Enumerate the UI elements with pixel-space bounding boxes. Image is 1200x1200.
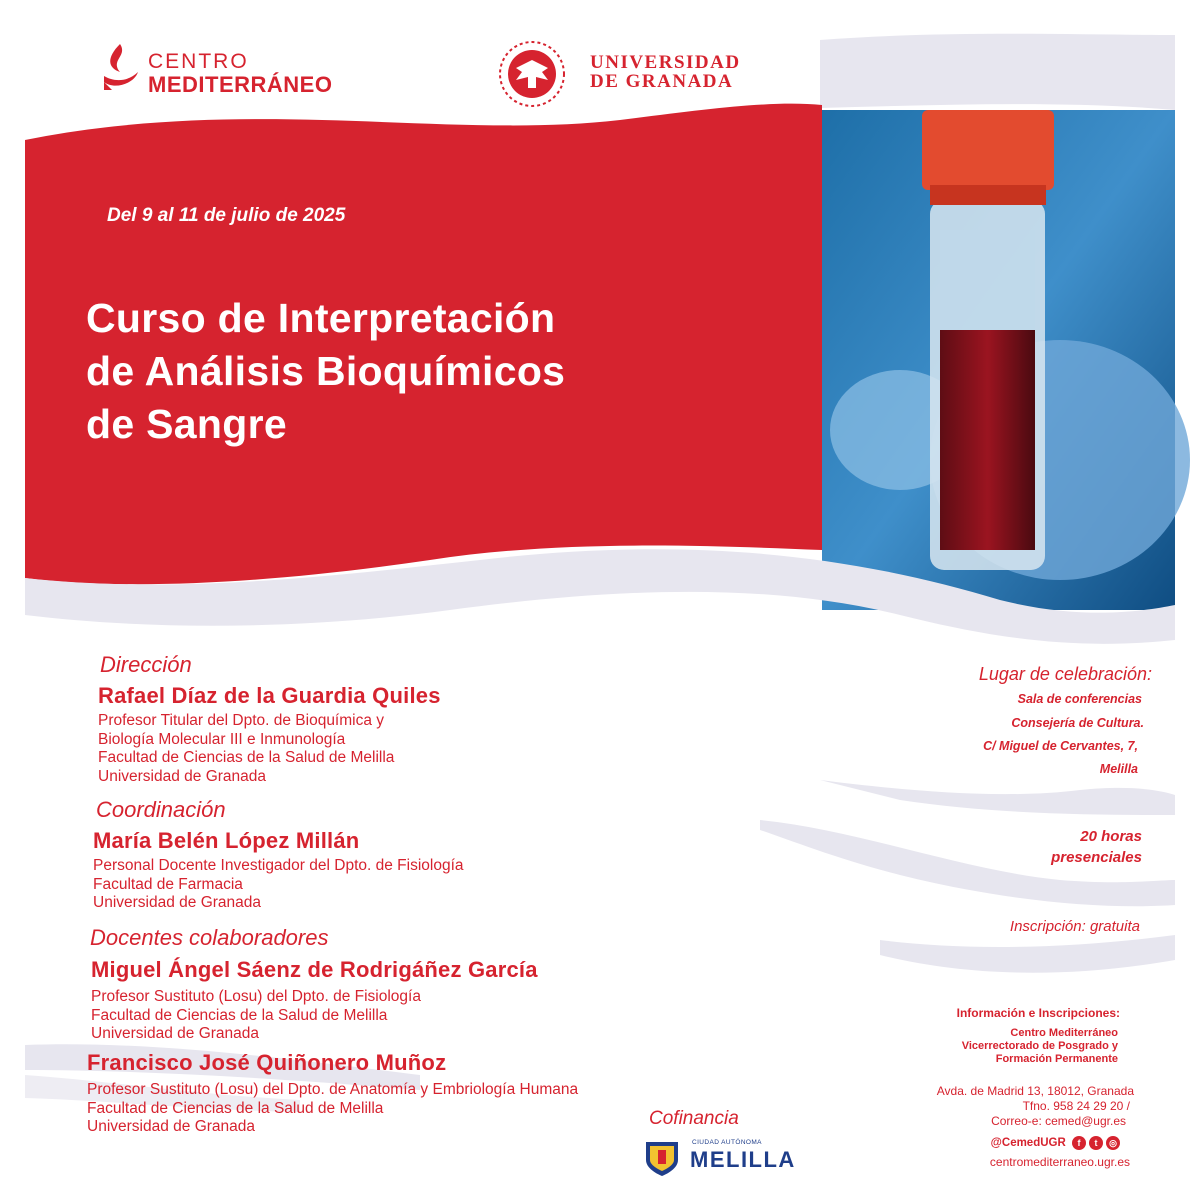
- top-grey-wave: [820, 34, 1175, 110]
- docentes-heading: Docentes colaboradores: [90, 925, 329, 950]
- hours-line: 20 horas: [1080, 828, 1142, 845]
- website-link[interactable]: centromediterraneo.ugr.es: [989, 1155, 1130, 1169]
- info-email[interactable]: [991, 1114, 1126, 1128]
- course-hours: [1051, 826, 1142, 868]
- direccion-details: [98, 712, 394, 786]
- detail-line: Universidad de Granada: [91, 1025, 260, 1042]
- title-line: de Sangre: [86, 401, 287, 447]
- lugar-line: Consejería de Cultura.: [1011, 716, 1144, 730]
- detail-line: Profesor Sustituto (Losu) del Dpto. de Fisiología: [91, 988, 421, 1005]
- email-text[interactable]: Correo-e: cemed@ugr.es: [991, 1114, 1126, 1128]
- docente-name: Francisco José Quiñonero Muñoz: [87, 1050, 447, 1075]
- info-address: Avda. de Madrid 13, 18012, Granada: [936, 1084, 1134, 1098]
- detail-line: Universidad de Granada: [98, 767, 267, 785]
- info-org-line: Centro Mediterráneo: [1010, 1027, 1118, 1039]
- lugar-line: C/ Miguel de Cervantes, 7,: [983, 739, 1138, 753]
- right-wave-3: [880, 935, 1175, 973]
- social-handle[interactable]: @CemedUGR: [990, 1137, 1066, 1150]
- ugr-logo-line2: DE GRANADA: [590, 71, 734, 92]
- ugr-logo-line1: UNIVERSIDAD: [590, 52, 741, 73]
- cofinancia-heading: Cofinancia: [649, 1108, 739, 1129]
- instagram-icon[interactable]: ◎: [1106, 1136, 1120, 1150]
- info-org: [962, 1027, 1118, 1066]
- coordinacion-heading: Coordinación: [96, 797, 226, 822]
- info-heading: Información e Inscripciones:: [956, 1006, 1120, 1020]
- twitter-icon[interactable]: t: [1089, 1136, 1103, 1150]
- melilla-logo-small: CIUDAD AUTÓNOMA: [692, 1139, 762, 1146]
- detail-line: Facultad de Farmacia: [93, 875, 243, 893]
- title-line: Curso de Interpretación: [86, 295, 556, 341]
- info-org-line: Vicerrectorado de Posgrado y: [961, 1040, 1118, 1052]
- lugar-line: Sala de conferencias: [1017, 692, 1142, 706]
- right-wave-1: [820, 780, 1175, 815]
- facebook-icon[interactable]: f: [1072, 1136, 1086, 1150]
- lugar-heading: Lugar de celebración:: [978, 664, 1152, 684]
- social-handles: [991, 1136, 1120, 1150]
- detail-line: Facultad de Ciencias de la Salud de Melilla: [91, 1006, 388, 1024]
- detail-line: Profesor Titular del Dpto. de Bioquímica y: [98, 712, 385, 729]
- melilla-shield-icon: [640, 1138, 684, 1178]
- title-line: de Análisis Bioquímicos: [86, 348, 566, 394]
- test-tube-photo: [822, 110, 1190, 610]
- detail-line: Biología Molecular III e Inmunología: [98, 730, 346, 748]
- hours-line: presenciales: [1051, 849, 1142, 866]
- docente-details: [91, 988, 421, 1044]
- info-org-line: Formación Permanente: [995, 1053, 1118, 1065]
- course-title: [86, 292, 806, 451]
- direccion-name: Rafael Díaz de la Guardia Quiles: [98, 683, 441, 708]
- docente-details: [87, 1081, 578, 1137]
- melilla-logo-big: MELILLA: [690, 1147, 796, 1172]
- course-dates: Del 9 al 11 de julio de 2025: [107, 205, 346, 226]
- detail-line: Universidad de Granada: [87, 1118, 256, 1135]
- lugar-line: Melilla: [1099, 762, 1138, 776]
- detail-line: Facultad de Ciencias de la Salud de Melilla: [98, 749, 395, 766]
- centro-logo-line2: MEDITERRÁNEO: [148, 72, 333, 97]
- docente-name: Miguel Ángel Sáenz de Rodrigáñez García: [91, 957, 538, 982]
- detail-line: Personal Docente Investigador del Dpto. de Fisiología: [93, 857, 464, 874]
- coordinacion-details: [93, 857, 464, 913]
- detail-line: Universidad de Granada: [93, 894, 262, 911]
- info-phone: Tfno. 958 24 29 20 /: [1022, 1099, 1130, 1113]
- detail-line: Facultad de Ciencias de la Salud de Melilla: [87, 1099, 384, 1117]
- centro-logo-line1: CENTRO: [148, 50, 249, 73]
- flame-logo-icon: [100, 42, 142, 92]
- direccion-heading: Dirección: [100, 652, 192, 677]
- ugr-eagle-seal-icon: [490, 38, 574, 110]
- detail-line: Profesor Sustituto (Losu) del Dpto. de Anatomía y Embriología Humana: [87, 1081, 579, 1098]
- coordinacion-name: María Belén López Millán: [93, 828, 360, 853]
- registration-fee: Inscripción: gratuita: [1009, 918, 1140, 935]
